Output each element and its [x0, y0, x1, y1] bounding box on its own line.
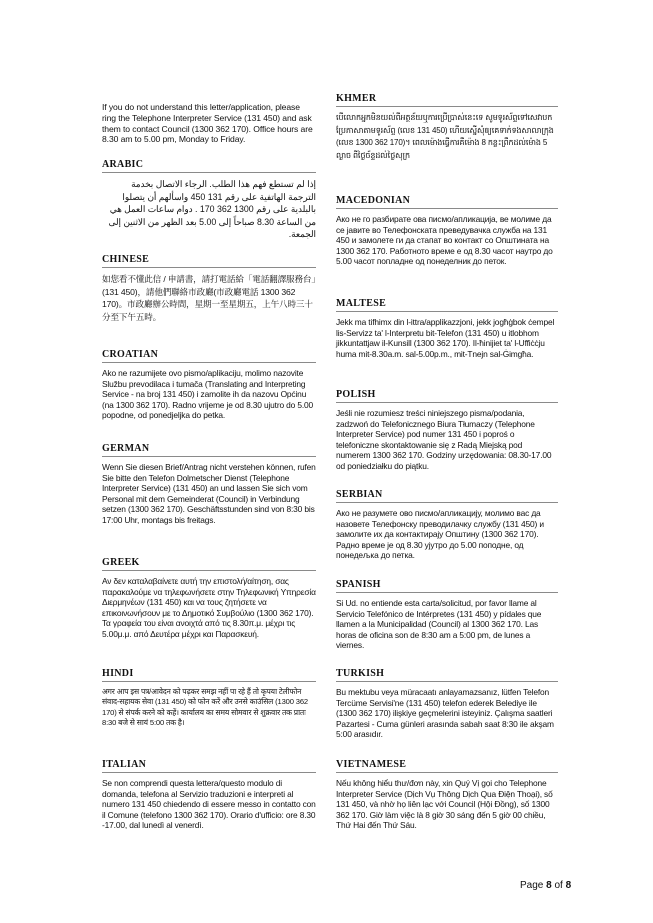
section-text: Se non comprendi questa lettera/questo modulo di domanda, telefona al Servizio traduzioni e interpreti al numero 131 450 chiedendo di essere messo in contatto con il Comune (telefono 1300 362 170). Orario d'ufficio: ore 8.30 -17.00, dal lunedì al venerdì. — [102, 778, 316, 830]
section-text: إذا لم تستطع فهم هذا الطلب. الرجاء الاتصال بخدمة الترجمة الهاتفية على رقم 131 450 واسألهم أن يتصلوا بالبلدية على رقم 1300 362 170 . دوام ساعات العمل هي من الساعة 8.30 صباحاً إلى 5.00 بعد الظهر من الاثنين إلى الجمعة. — [108, 179, 316, 240]
section-text: Bu mektubu veya müracaatı anlayamazsanız, lütfen Telefon Tercüme Servisi'ne (131 450) telefon ederek Belediye ile (1300 362 170) ilişkiye geçmelerini isteyiniz. Çalışma saatleri Pazartesi - Cuma günleri arasında sabah saat 8:30 ile akşam 5:00 arasıdır. — [336, 687, 554, 739]
section-text: Si Ud. no entiende esta carta/solicitud, por favor llame al Servicio Telefónico de Intérpretes (131 450) y pídales que llamen a la Municipalidad (Council) al 1300 362 170. Las horas de oficina son de 8:30 am a 5:00 pm, de lunes a viernes. — [336, 598, 542, 650]
section-heading: KHMER — [336, 93, 558, 107]
section-text: Αν δεν καταλαβαίνετε αυτή την επιστολή/αίτηση, σας παρακαλούμε να τηλεφωνήσετε στην Τηλεφωνική Υπηρεσία Διερμηνέων (131 450) και να τους ζητήσετε να επικοινωνήσουν με το Δημοτικό Συμβούλιο (1300 362 170). Τα γραφεία του είναι ανοιχτά από τις 8.30π.μ. μέχρι τις 5.00μ.μ. από Δευτέρα μέχρι και Παρασκευή. — [102, 576, 316, 639]
section-text: បើលោកអ្នកមិនយល់ពីអត្ថន័យឬការប្រើប្រាស់នេះទេ សូមទូរស័ព្ទទៅសេវាបកប្រែភាសាតាមទូរស័ព្ទ (លេខ 131 450) ហើយស្នើសុំឲ្យគេទាក់ទងសាលាក្រុង (លេខ 1300 362 170)។ ពេលម៉ោងធ្វើការគឺម៉ោង 8 កន្លះព្រឹកដល់ម៉ោង 5 ល្ងាច ពីថ្ងៃច័ន្ទដល់ថ្ងៃសុក្រ — [336, 113, 554, 160]
section-heading: GERMAN — [102, 443, 316, 457]
section-text: Ако не разумете ово писмо/апликацију, молимо вас да назовете Телефонску преводилачку службу (131 450) и замолите их да контактирају Општину (1300 362 170). Радно време је од 8.30 ујутро до 5.00 поподне, од понедељка до петка. — [336, 508, 544, 560]
section-heading: HINDI — [102, 668, 316, 682]
section-heading: POLISH — [336, 389, 558, 403]
section-german — [102, 443, 316, 525]
section-italian — [102, 759, 316, 831]
section-text: Jeśli nie rozumiesz treści niniejszego pisma/podania, zadzwoń do Telefonicznego Biura Tłumaczy (Telephone Interpreter Service) pod numer 131 450 i poproś o telefoniczne skontaktowanie się z Radą Miejską pod numerem 1300 362 170. Godziny urzędowania: 08.30-17.00 od poniedziałku do piątku. — [336, 408, 552, 471]
section-vietnamese — [336, 759, 558, 831]
intro-paragraph: If you do not understand this letter/application, please ring the Telephone Interpreter Service (131 450) and ask them to contact Council (1300 362 170). Office hours are 8.30 am to 5.00 pm, Monday to Friday. — [102, 102, 313, 145]
section-text: Jekk ma tifhimx din l-ittra/applikazzjoni, jekk jogħġbok ċempel lis-Servizz ta' l-Interpretu bit-Telefon (131 450) u itlobhom jikkuntattjaw il-Kunsill (1300 362 170). Il-ħinijiet ta' l-Uffiċċju huma mit-8.30a.m. sal-5.00p.m., mit-Tnejn sal-Ġimgħa. — [336, 317, 555, 359]
section-text: Nếu không hiểu thư/đơn này, xin Quý Vị gọi cho Telephone Interpreter Service (Dịch Vụ Thông Dịch Qua Điện Thoại), số 131 450, và nhờ họ liên lạc với Council (Hội Đồng), số 1300 362 170. Giờ làm việc là 8 giờ 30 sáng đến 5 giờ 00 chiều, Thứ Hai đến Thứ Sáu. — [336, 778, 553, 830]
section-spanish — [336, 579, 558, 651]
section-heading: VIETNAMESE — [336, 759, 558, 773]
section-heading: ITALIAN — [102, 759, 316, 773]
section-text: अगर आप इस पत्र/आवेदन को पढ़कर समझ नहीं पा रहे हैं तो कृपया टेलीफोन संवाद-सहायक सेवा (131 450) को फोन करें और उनसे काउंसिल (1300 362 170) से संपर्क करने को कहें। कार्यालय का समय सोमवार से शुक्रवार तक प्रातः 8:30 बजे से सायं 5:00 तक है। — [102, 687, 308, 728]
section-chinese — [102, 254, 316, 323]
section-croatian — [102, 349, 316, 421]
section-hindi — [102, 668, 316, 729]
section-heading: CROATIAN — [102, 349, 316, 363]
section-heading: SERBIAN — [336, 489, 558, 503]
page-total: 8 — [565, 880, 572, 891]
section-heading: TURKISH — [336, 668, 558, 682]
section-greek — [102, 557, 316, 639]
section-text: Wenn Sie diesen Brief/Antrag nicht verstehen können, rufen Sie bitte den Telefon Dolmetscher Dienst (Telephone Interpreter Service) (131 450) an und lassen Sie sich vom Personal mit dem Gemeinderat (Council) in Verbindung setzen (1300 362 170). Geschäftsstunden sind von 8:30 bis 17:00 Uhr, montags bis freitags. — [102, 462, 316, 525]
section-heading: MALTESE — [336, 298, 558, 312]
section-heading: SPANISH — [336, 579, 558, 593]
section-heading: GREEK — [102, 557, 316, 571]
section-heading: CHINESE — [102, 254, 316, 268]
section-arabic — [102, 159, 316, 241]
section-heading: ARABIC — [102, 159, 316, 173]
section-maltese — [336, 298, 558, 359]
section-serbian — [336, 489, 558, 561]
section-macedonian — [336, 195, 558, 267]
section-polish — [336, 389, 558, 471]
page-of-label: of — [554, 880, 563, 891]
section-text: Ako ne razumijete ovo pismo/aplikaciju, molimo nazovite Službu prevodilaca i tumača (Translating and Interpreting Service - na broj 131 450) i zamolite ih da nazovu Općinu (na 1300 362 170). Radno vrijeme je od 8.30 ujutro do 5.00 popodne, od ponedjeljka do petka. — [102, 368, 314, 420]
page-current: 8 — [546, 880, 552, 891]
section-turkish — [336, 668, 558, 740]
page-label: Page — [520, 880, 544, 891]
section-heading: MACEDONIAN — [336, 195, 558, 209]
section-text: 如您看不懂此信 / 申請書，請打電話給「電話翻譯服務台」(131 450)，請他們聯絡市政廳(市政廳電話 1300 362 170)。市政廳辦公時間，星期一至星期五，上午八時三十分至下午五時。 — [102, 274, 316, 322]
section-khmer — [336, 93, 558, 162]
section-text: Ако не го разбирате ова писмо/апликација, ве молиме да се јавите во Телефонската преведувачка служба на 131 450 и замолете ги да стапат во контакт со Општината на 1300 362 170. Работното време е од 8.30 часот наутро до 5.00 часот попладне од понеделник до петок. — [336, 214, 553, 266]
page-number — [520, 880, 571, 891]
